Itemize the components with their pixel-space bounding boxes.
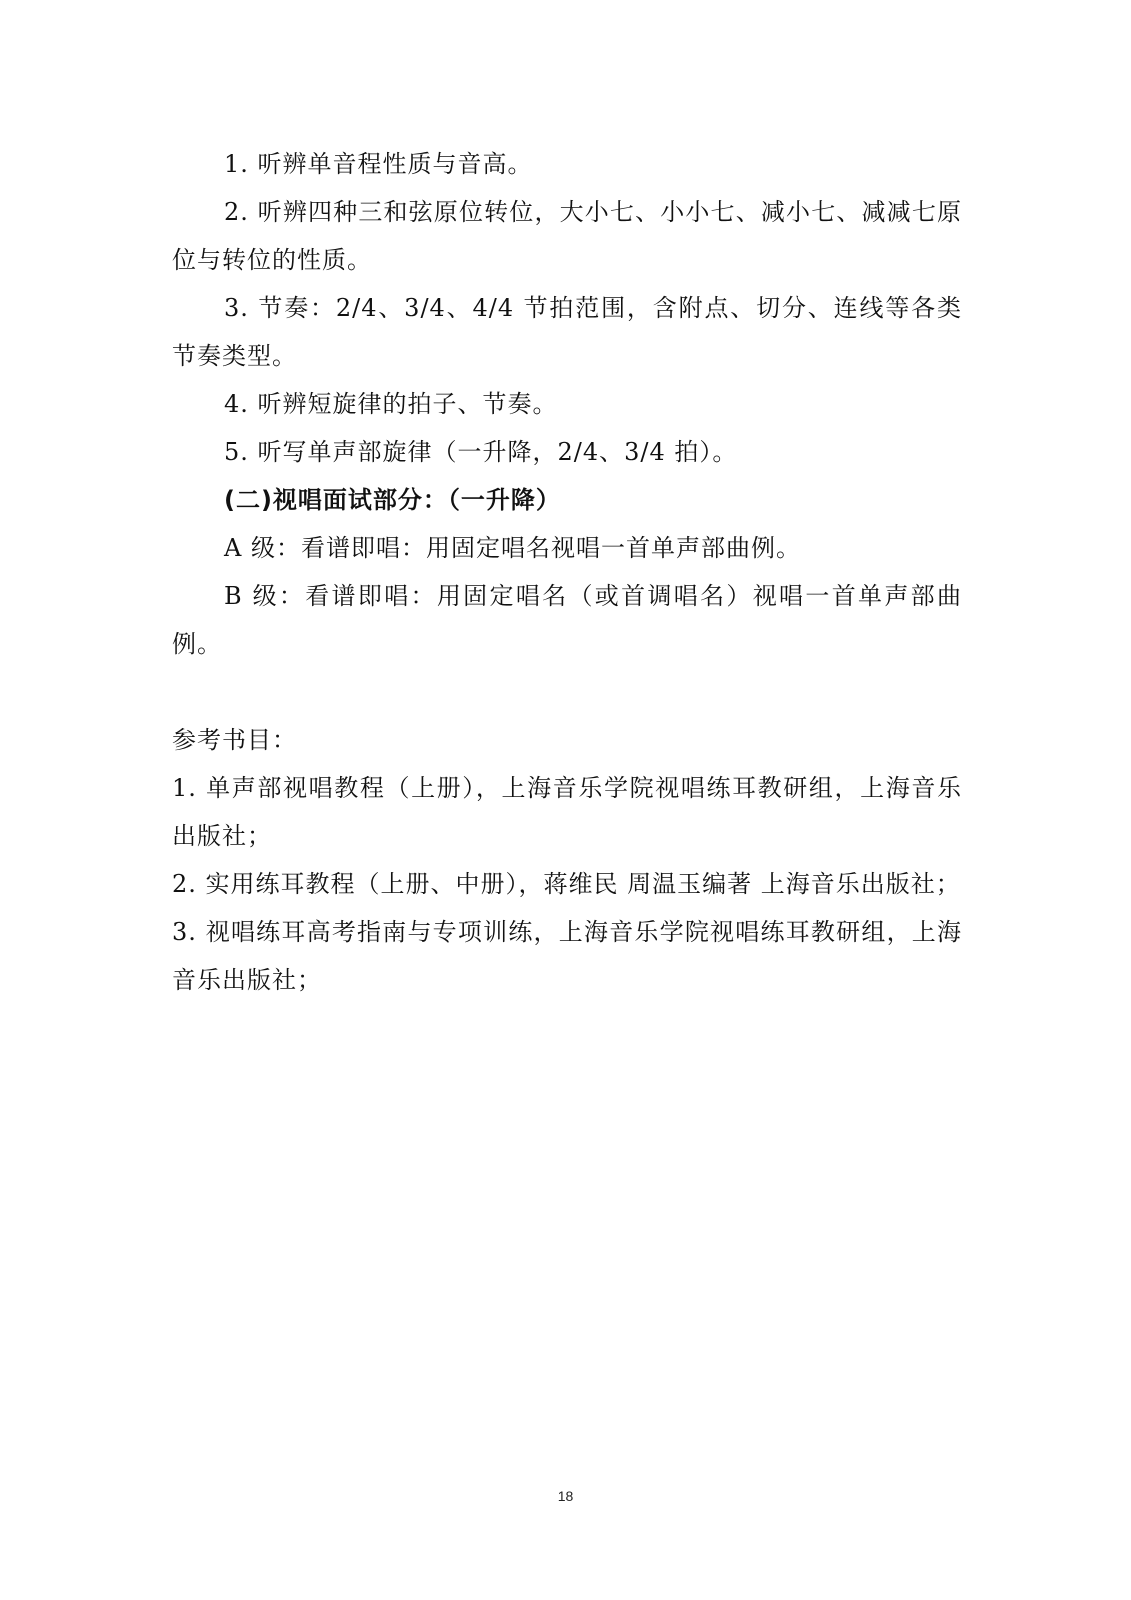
reference-item-1: 1. 单声部视唱教程（上册），上海音乐学院视唱练耳教研组，上海音乐出版社；	[172, 774, 962, 850]
sight-singing-level-b: B 级：看谱即唱：用固定唱名（或首调唱名）视唱一首单声部曲例。	[172, 582, 962, 658]
page-number: 18	[557, 1488, 574, 1504]
page-content	[172, 140, 962, 1004]
sight-singing-level-a: A 级：看谱即唱：用固定唱名视唱一首单声部曲例。	[224, 534, 801, 562]
sight-singing-heading: (二)视唱面试部分：（一升降）	[224, 486, 561, 514]
section-spacer	[172, 668, 962, 716]
reference-item-2: 2. 实用练耳教程（上册、中册），蒋维民 周温玉编著 上海音乐出版社；	[172, 870, 961, 898]
listening-item-5: 5. 听写单声部旋律（一升降，2/4、3/4 拍）。	[224, 438, 738, 466]
reference-item-3: 3. 视唱练耳高考指南与专项训练，上海音乐学院视唱练耳教研组，上海音乐出版社；	[172, 918, 962, 994]
listening-item-2: 2. 听辨四种三和弦原位转位，大小七、小小七、减小七、减减七原位与转位的性质。	[172, 198, 962, 274]
listening-item-1: 1. 听辨单音程性质与音高。	[224, 150, 533, 178]
references-title: 参考书目：	[172, 726, 297, 754]
listening-item-4: 4. 听辨短旋律的拍子、节奏。	[224, 390, 558, 418]
listening-item-3: 3. 节奏：2/4、3/4、4/4 节拍范围，含附点、切分、连线等各类节奏类型。	[172, 294, 962, 370]
